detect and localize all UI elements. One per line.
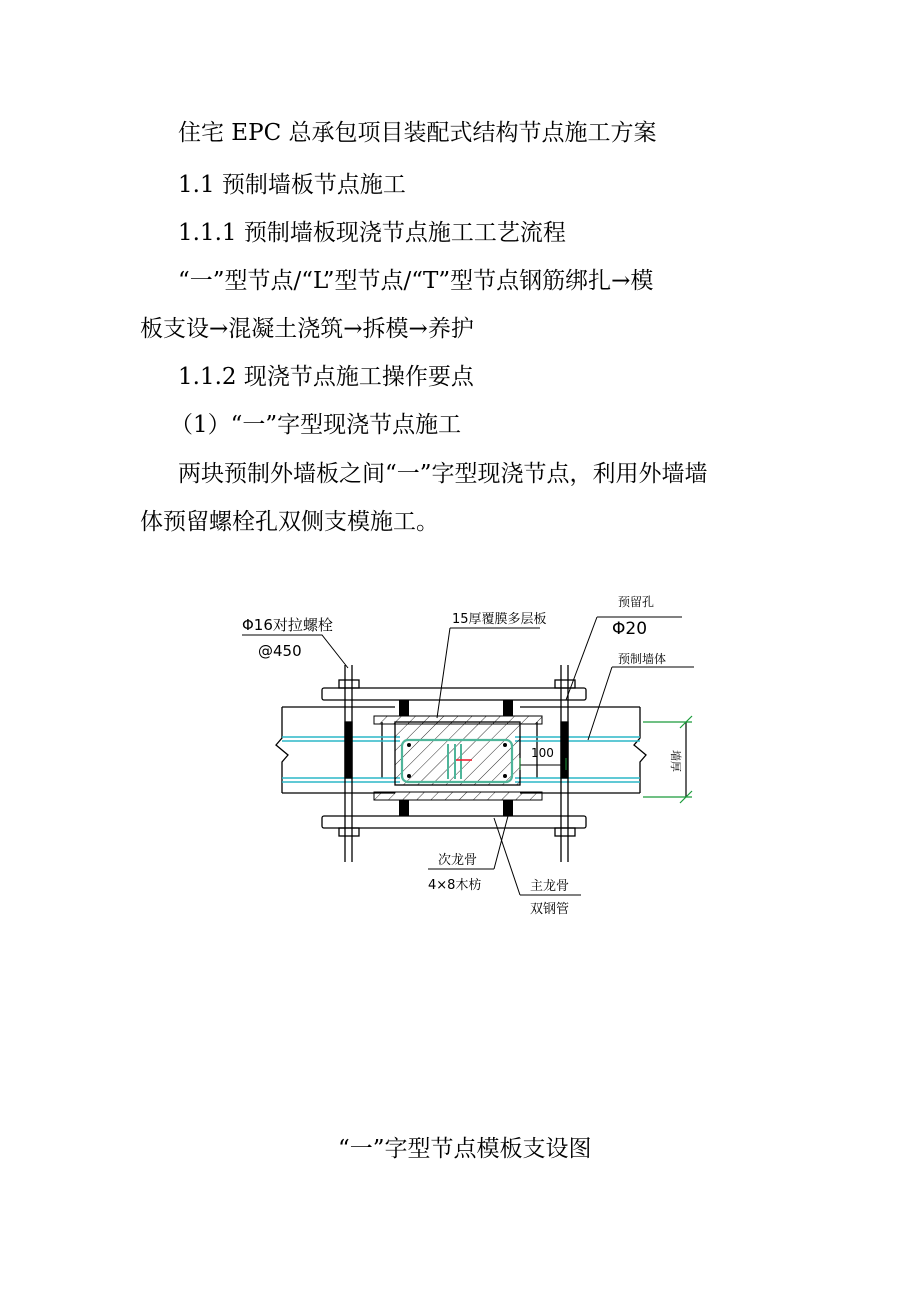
figure-caption: “一”字型节点模板支设图	[338, 1136, 592, 1162]
main-waler-label: 主龙骨	[530, 879, 570, 894]
secondary-joist-spec: 4×8木枋	[428, 878, 482, 893]
cast-in-place-node	[395, 722, 520, 785]
dim-100-label: 100	[531, 746, 554, 760]
formwork-board-top	[374, 716, 542, 724]
bolt-spacing-label: @450	[258, 642, 302, 660]
formwork-board-bottom	[374, 792, 542, 800]
paragraph-1-line-2: 板支设→混凝土浇筑→拆模→养护	[140, 316, 474, 342]
heading-1-1: 1.1 预制墙板节点施工	[178, 172, 406, 198]
paragraph-2-line-1: 两块预制外墙板之间“一”字型现浇节点，利用外墙墙	[178, 461, 708, 487]
main-waler-spec: 双钢管	[530, 902, 570, 917]
secondary-joist-label: 次龙骨	[438, 853, 478, 868]
heading-1-1-1: 1.1.1 预制墙板现浇节点施工工艺流程	[178, 220, 566, 246]
item-1-heading: （1）“一”字型现浇节点施工	[170, 412, 462, 438]
hole-dia-label: Φ20	[612, 619, 648, 639]
paragraph-2-line-2: 体预留螺栓孔双侧支模施工。	[140, 509, 439, 535]
wall-thickness-dimension	[643, 716, 692, 803]
wall-thickness-label: 墙厚	[669, 750, 682, 772]
paragraph-1-line-1: “一”型节点/“L”型节点/“T”型节点钢筋绑扎→模	[178, 268, 654, 294]
hole-label: 预留孔	[618, 595, 655, 609]
wall-label: 预制墙体	[618, 652, 667, 666]
heading-1-1-2: 1.1.2 现浇节点施工操作要点	[178, 364, 474, 390]
bolt-label: Φ16对拉螺栓	[242, 616, 333, 634]
doc-title: 住宅 EPC 总承包项目装配式结构节点施工方案	[178, 120, 657, 146]
board-label: 15厚覆膜多层板	[452, 612, 547, 627]
